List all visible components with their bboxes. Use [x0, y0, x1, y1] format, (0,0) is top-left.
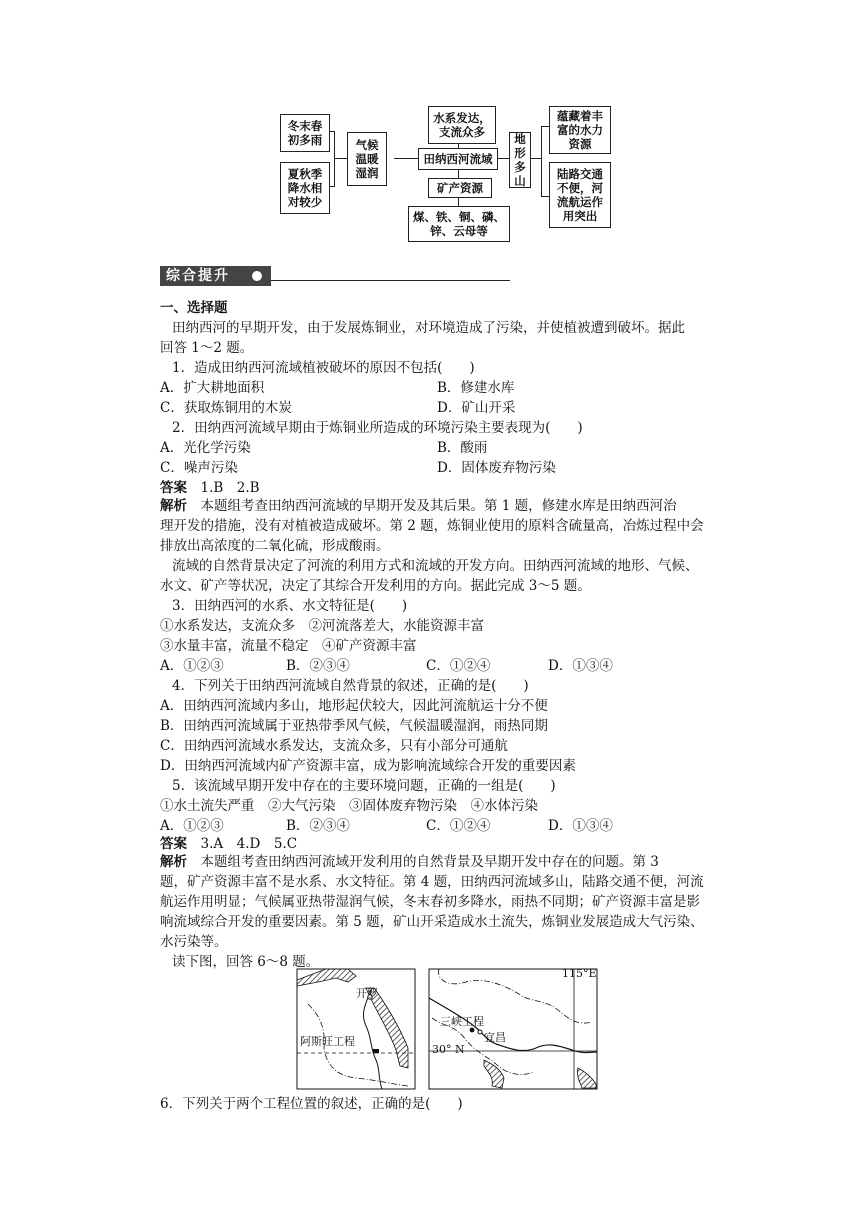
explanation-text: 本题组考查田纳西河流域开发利用的自然背景及早期开发中存在的问题。第 3 — [187, 854, 659, 870]
label-aswan: 阿斯旺工程 — [300, 1035, 355, 1048]
question-item: ③水量丰富，流量不稳定 ④矿产资源丰富 — [160, 638, 417, 654]
intro-paragraph: 读下图，回答 6～8 题。 — [172, 954, 320, 970]
option-a: A．扩大耕地面积 — [160, 380, 265, 396]
diagram-connector — [541, 196, 549, 197]
question-stem: 3．田纳西河的水系、水文特征是( ) — [172, 598, 408, 614]
section-banner — [160, 266, 510, 286]
box-winter-rain: 冬末春 初多雨 — [280, 114, 330, 152]
box-terrain: 地 形 多 山 — [509, 132, 531, 188]
divider — [271, 280, 510, 281]
box-climate: 气候 温暖 湿润 — [347, 132, 387, 186]
explanation-text: 本题组考查田纳西河流域的早期开发及其后果。第 1 题，修建水库是田纳西河治 — [187, 498, 677, 514]
intro-paragraph: 流域的自然背景决定了河流的利用方式和流域的开发方向。田纳西河流域的地形、气候、 — [172, 558, 699, 574]
banner-label: 综合提升 — [160, 266, 271, 286]
explanation-text: 响流域综合开发的重要因素。第 5 题，矿山开采造成水土流失，炼铜业发展造成大气污染、 — [160, 914, 704, 930]
option-d: D．田纳西河流域内矿产资源丰富，成为影响流域综合开发的重要因素 — [160, 758, 576, 774]
box-tennessee-basin: 田纳西河流域 — [418, 148, 498, 170]
explanation — [160, 496, 677, 516]
map-figure — [296, 968, 598, 1090]
option-b: B．田纳西河流域属于亚热带季风气候，气候温暖湿润，雨热同期 — [160, 718, 548, 734]
option-d: D．矿山开采 — [437, 400, 516, 416]
answer-value: 3.A 4.D 5.C — [187, 836, 298, 852]
question-item: ①水土流失严重 ②大气污染 ③固体废弃物污染 ④水体污染 — [160, 798, 538, 814]
answer-value: 1.B 2.B — [187, 480, 260, 496]
explanation-text: 航运作用明显；气候属亚热带湿润气候，冬末春初多降水，雨热不同期；矿产资源丰富是影 — [160, 894, 700, 910]
label-latitude: 30° N — [432, 1043, 465, 1056]
question-stem: 2．田纳西河流域早期由于炼铜业所造成的环境污染主要表现为( ) — [172, 420, 583, 436]
label-longitude: 115°E — [562, 967, 597, 980]
answer-line — [160, 834, 297, 854]
option-a: A．①②③ — [160, 658, 224, 674]
intro-paragraph: 回答 1～2 题。 — [160, 340, 254, 356]
option-d: D．①③④ — [548, 658, 613, 674]
question-stem: 1．造成田纳西河流域植被破坏的原因不包括( ) — [172, 360, 475, 376]
answer-label: 答案 — [160, 836, 187, 852]
question-stem: 4．下列关于田纳西河流域自然背景的叙述，正确的是( ) — [172, 678, 529, 694]
option-b: B．修建水库 — [437, 380, 515, 396]
option-c: C．①②④ — [426, 818, 491, 834]
bullet-icon — [252, 271, 262, 281]
explanation-label: 解析 — [160, 498, 187, 514]
intro-paragraph: 水文、矿产等状况，决定了其综合开发利用的方向。据此完成 3～5 题。 — [160, 578, 591, 594]
map-yangtze — [429, 969, 597, 1089]
box-mineral-list: 煤、铁、铜、磷、 锌、云母等 — [408, 206, 510, 242]
answer-label: 答案 — [160, 480, 187, 496]
option-c: C．获取炼铜用的木炭 — [160, 400, 292, 416]
option-c: C．田纳西河流域水系发达，支流众多，只有小部分可通航 — [160, 738, 508, 754]
explanation-label: 解析 — [160, 854, 187, 870]
option-d: D．①③④ — [548, 818, 613, 834]
diagram-connector — [335, 158, 347, 159]
option-a: A．田纳西河流域内多山，地形起伏较大，因此河流航运十分不便 — [160, 698, 548, 714]
diagram-connector — [541, 126, 542, 196]
explanation — [160, 852, 659, 872]
box-summer-rain: 夏秋季 降水相 对较少 — [280, 162, 330, 214]
option-b: B．②③④ — [286, 658, 350, 674]
option-a: A．①②③ — [160, 818, 224, 834]
diagram-connector — [541, 126, 549, 127]
option-a: A．光化学污染 — [160, 440, 251, 456]
explanation-text: 理开发的措施，没有对植被造成破坏。第 2 题，炼铜业使用的原料含硫量高，冶炼过程中会 — [160, 518, 704, 534]
concept-diagram — [278, 104, 638, 244]
box-hydropower: 蕴藏着丰 富的水力 资源 — [549, 106, 611, 154]
option-b: B．酸雨 — [437, 440, 488, 456]
label-yichang: 宜昌 — [484, 1031, 506, 1044]
question-item: ①水系发达，支流众多 ②河流落差大，水能资源丰富 — [160, 618, 484, 634]
question-stem: 6．下列关于两个工程位置的叙述，正确的是( ) — [160, 1096, 463, 1112]
box-transport: 陆路交通 不便，河 流航运作 用突出 — [549, 162, 611, 228]
label-kailuo: 开罗 — [356, 987, 378, 1000]
box-mineral-resources: 矿产资源 — [428, 178, 492, 198]
option-c: C．噪声污染 — [160, 460, 238, 476]
diagram-connector — [497, 158, 509, 159]
option-d: D．固体废弃物污染 — [437, 460, 556, 476]
question-stem: 5．该流域早期开发中存在的主要环境问题，正确的一组是( ) — [172, 778, 556, 794]
explanation-text: 水污染等。 — [160, 934, 228, 950]
answer-line — [160, 478, 260, 498]
option-b: B．②③④ — [286, 818, 350, 834]
label-sanxia: 三峡工程 — [440, 1015, 484, 1028]
explanation-text: 排放出高浓度的二氧化硫，形成酸雨。 — [160, 538, 390, 554]
box-water-system: 水系发达， 支流众多 — [428, 106, 496, 144]
explanation-text: 题，矿产资源丰富不是水系、水文特征。第 4 题，田纳西河流域多山，陆路交通不便，河流 — [160, 874, 704, 890]
intro-paragraph: 田纳西河的早期开发，由于发展炼铜业，对环境造成了污染，并使植被遭到破坏。据此 — [172, 320, 685, 336]
option-c: C．①②④ — [426, 658, 491, 674]
section-heading: 一、选择题 — [160, 300, 228, 316]
